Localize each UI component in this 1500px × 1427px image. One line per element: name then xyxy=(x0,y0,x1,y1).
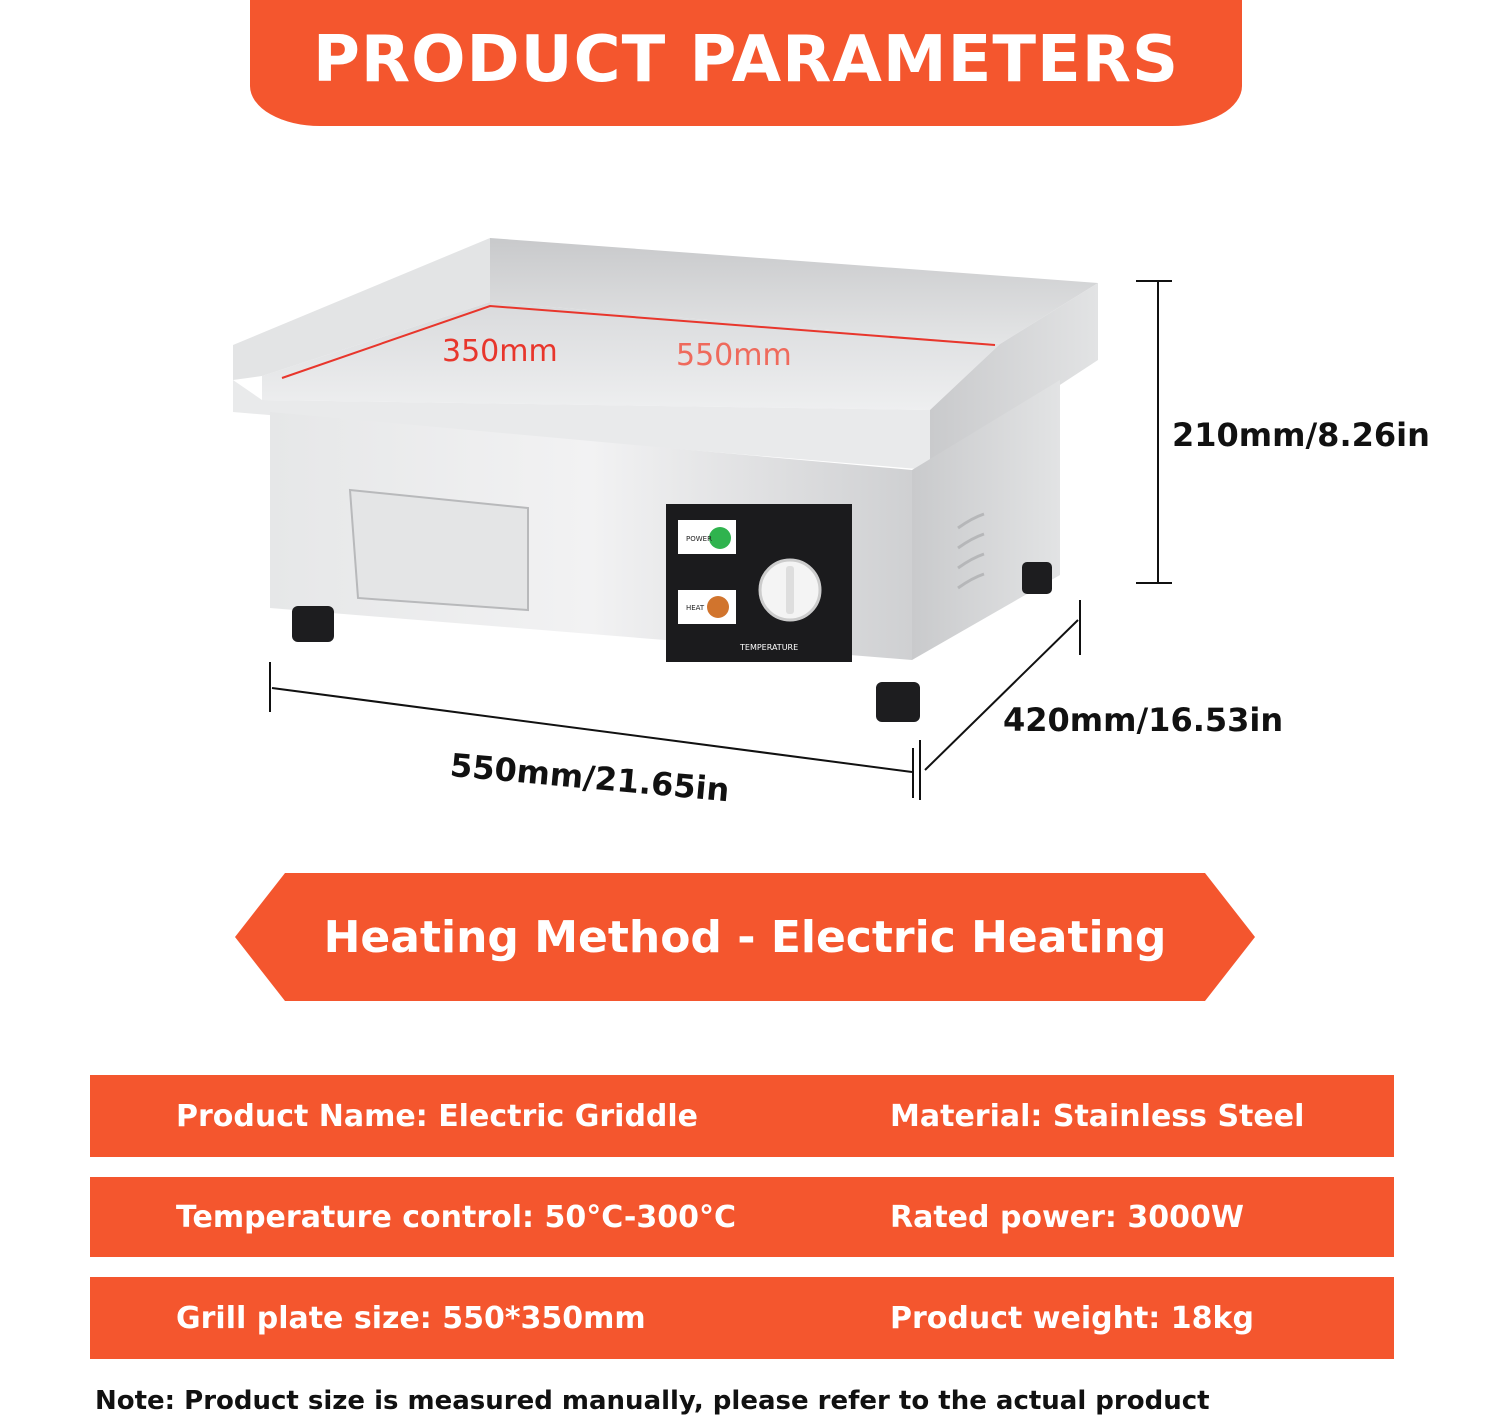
heating-method-label: Heating Method - Electric Heating xyxy=(323,911,1167,963)
drip-drawer xyxy=(350,490,528,610)
heating-method-banner xyxy=(235,873,1255,1001)
title-banner xyxy=(250,0,1242,126)
heat-label: HEAT xyxy=(686,604,705,612)
product-weight-spec: Product weight: 18kg xyxy=(890,1300,1254,1336)
foot xyxy=(1022,562,1052,594)
spec-row xyxy=(90,1177,1394,1257)
foot xyxy=(876,682,920,722)
foot xyxy=(292,606,334,642)
power-indicator xyxy=(709,527,731,549)
plate-depth-label: 350mm xyxy=(442,334,558,369)
rated-power-spec: Rated power: 3000W xyxy=(890,1199,1244,1235)
spec-row xyxy=(90,1277,1394,1359)
height-label: 210mm/8.26in xyxy=(1172,416,1430,454)
footnote: Note: Product size is measured manually, please refer to the actual product xyxy=(95,1386,1210,1416)
product-illustration-area xyxy=(0,126,1500,846)
heat-indicator xyxy=(707,596,729,618)
depth-label: 420mm/16.53in xyxy=(1003,701,1284,739)
page-title: PRODUCT PARAMETERS xyxy=(312,23,1180,97)
temperature-control-spec: Temperature control: 50°C-300°C xyxy=(176,1199,736,1235)
material-spec: Material: Stainless Steel xyxy=(890,1098,1305,1134)
spec-row xyxy=(90,1075,1394,1157)
height-dimension-line xyxy=(1136,281,1172,583)
plate-width-label: 550mm xyxy=(676,338,792,373)
power-label: POWER xyxy=(686,535,712,543)
grill-plate-size-spec: Grill plate size: 550*350mm xyxy=(176,1300,646,1336)
temperature-label: TEMPERATURE xyxy=(740,643,799,652)
width-label: 550mm/21.65in xyxy=(448,746,731,810)
product-name-spec: Product Name: Electric Griddle xyxy=(176,1098,699,1134)
